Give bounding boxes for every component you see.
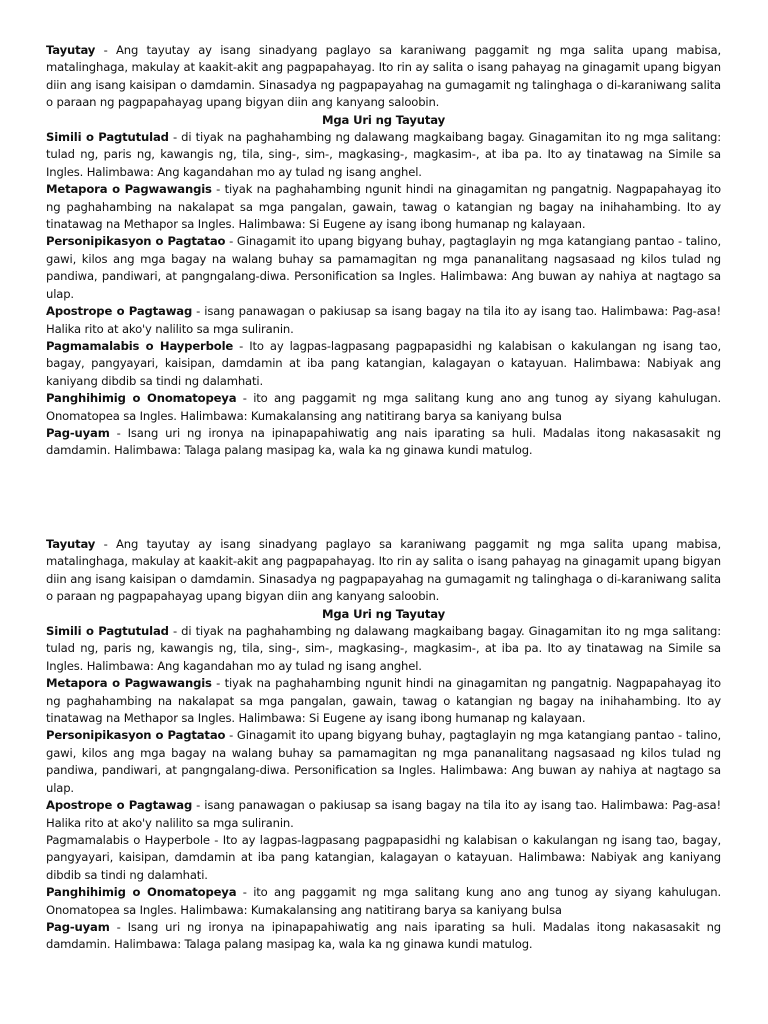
tayutay-section-2 <box>46 536 721 954</box>
entry-text: - ito ang paggamit ng mga salitang kung ano ang tunog ay siyang kahulugan. Onomatopea sa Ingles. Halimbawa: Kumakalansing ang natitirang barya sa kaniyang bulsa <box>46 391 721 423</box>
entry-term: Panghihimig o Onomatopeya <box>46 391 237 406</box>
entry-simili <box>46 129 721 181</box>
entry-term: Pagmamalabis o Hayperbole <box>46 338 234 353</box>
entry-text: - ito ang paggamit ng mga salitang kung ano ang tunog ay siyang kahulugan. Onomatopea sa Ingles. Halimbawa: Kumakalansing ang natitirang barya sa kaniyang bulsa <box>46 885 721 917</box>
entry-text: - di tiyak na paghahambing ng dalawang magkaibang bagay. Ginagamitan ito ng mga salitang: tulad ng, paris ng, kawangis ng, tila, sing-, sim-, magkasing-, magkasim-, at iba pa. Ito ay tinatawag na Simile sa Ingles. Halimbawa: Ang kagandahan mo ay tulad ng isang anghel. <box>46 624 721 673</box>
entry-text: - Ginagamit ito upang bigyang buhay, pagtaglayin ng mga katangiang pantao - talino, gawi, kilos ang mga bagay na walang buhay sa pamamagitan ng mga pananalitang nagsasaad ng kilos tulad ng pandiwa, pandiwari, at pangngalang-diwa. Personification sa Ingles. Halimbawa: Ang buwan ay nahiya at nagtago sa ulap. <box>46 234 721 301</box>
intro-paragraph <box>46 536 721 606</box>
entry-text: - tiyak na paghahambing ngunit hindi na ginagamitan ng pangatnig. Nagpapahayag ito ng paghahambing na nakalapat sa mga pangalan, gawain, tawag o katangian ng bagay na inihahambing. Ito ay tinatawag na Methapor sa Ingles. Halimbawa: Si Eugene ay isang ibong humanap ng kalayaan. <box>46 182 721 232</box>
entry-term: Apostrope o Pagtawag <box>46 304 193 319</box>
entry-text: - Isang uri ng ironya na ipinapapahiwatig ang nais iparating sa huli. Madalas itong nakasasakit ng damdamin. Halimbawa: Talaga palang masipag ka, wala ka ng ginawa kundi matulog. <box>46 919 721 952</box>
entry-text: Pagmamalabis o Hayperbole - Ito ay lagpas-lagpasang pagpapasidhi ng kalabisan o kakulangan ng isang tao, bagay, pangyayari, kaisipan, damdamin at iba pang katangian, kalagayan o katayuan. Halimbawa: Nabiyak ang kaniyang dibdib sa tindi ng dalamhati. <box>46 832 721 882</box>
tayutay-section-1 <box>46 42 721 460</box>
entry-text: - tiyak na paghahambing ngunit hindi na ginagamitan ng pangatnig. Nagpapahayag ito ng paghahambing na nakalapat sa mga pangalan, gawain, tawag o katangian ng bagay na inihahambing. Ito ay tinatawag na Methapor sa Ingles. Halimbawa: Si Eugene ay isang ibong humanap ng kalayaan. <box>46 676 721 726</box>
entry-onomatopeya <box>46 390 721 425</box>
entry-pag-uyam <box>46 919 721 954</box>
entry-personipikasyon <box>46 727 721 797</box>
entry-term: Metapora o Pagwawangis <box>46 676 212 691</box>
entry-term: Simili o Pagtutulad <box>46 624 169 639</box>
entry-metapora <box>46 675 721 727</box>
section-heading: Mga Uri ng Tayutay <box>322 606 445 621</box>
entry-text: - isang panawagan o pakiusap sa isang bagay na tila ito ay isang tao. Halimbawa: Pag-asa! Halika rito at ako'y nalilito sa mga suliranin. <box>46 798 721 830</box>
entry-hayperbole <box>46 338 721 390</box>
entry-term: Pag-uyam <box>46 425 110 440</box>
section-heading: Mga Uri ng Tayutay <box>322 112 445 127</box>
entry-simili <box>46 623 721 675</box>
intro-paragraph <box>46 42 721 112</box>
entry-term: Metapora o Pagwawangis <box>46 182 212 197</box>
entry-term: Panghihimig o Onomatopeya <box>46 885 237 900</box>
entry-term: Personipikasyon o Pagtatao <box>46 728 226 743</box>
entry-text: - di tiyak na paghahambing ng dalawang magkaibang bagay. Ginagamitan ito ng mga salitang: tulad ng, paris ng, kawangis ng, tila, sing-, sim-, magkasing-, magkasim-, at iba pa. Ito ay tinatawag na Simile sa Ingles. Halimbawa: Ang kagandahan mo ay tulad ng isang anghel. <box>46 130 721 179</box>
intro-text: - Ang tayutay ay isang sinadyang paglayo sa karaniwang paggamit ng mga salita upang mabisa, matalinghaga, makulay at kaakit-akit ang pagpapahayag. Ito rin ay salita o isang pahayag na ginagamit upang bigyan diin ang isang kaisipan o damdamin. Sinasadya ng pagpapayahag na gumagamit ng talinghaga o di-karaniwang salita o paraan ng pagpapahayag upang bigyan diin ang kanyang saloobin. <box>46 43 721 110</box>
entry-text: - Isang uri ng ironya na ipinapapahiwatig ang nais iparating sa huli. Madalas itong nakasasakit ng damdamin. Halimbawa: Talaga palang masipag ka, wala ka ng ginawa kundi matulog. <box>46 425 721 458</box>
entry-text: - Ginagamit ito upang bigyang buhay, pagtaglayin ng mga katangiang pantao - talino, gawi, kilos ang mga bagay na walang buhay sa pamamagitan ng mga pananalitang nagsasaad ng kilos tulad ng pandiwa, pandiwari, at pangngalang-diwa. Personification sa Ingles. Halimbawa: Ang buwan ay nahiya at nagtago sa ulap. <box>46 728 721 795</box>
entry-hayperbole <box>46 832 721 884</box>
intro-term: Tayutay <box>46 537 96 551</box>
entry-term: Simili o Pagtutulad <box>46 130 169 145</box>
intro-term: Tayutay <box>46 43 96 57</box>
entry-onomatopeya <box>46 884 721 919</box>
entry-apostrope <box>46 797 721 832</box>
entry-text: - Ito ay lagpas-lagpasang pagpapasidhi ng kalabisan o kakulangan ng isang tao, bagay, pangyayari, kaisipan, damdamin at iba pang katangian, kalagayan o katayuan. Halimbawa: Nabiyak ang kaniyang dibdib sa tindi ng dalamhati. <box>46 338 721 388</box>
entry-pag-uyam <box>46 425 721 460</box>
entry-text: - isang panawagan o pakiusap sa isang bagay na tila ito ay isang tao. Halimbawa: Pag-asa! Halika rito at ako'y nalilito sa mga suliranin. <box>46 304 721 336</box>
entry-term: Pag-uyam <box>46 919 110 934</box>
entry-metapora <box>46 181 721 233</box>
entry-term: Apostrope o Pagtawag <box>46 798 193 813</box>
entry-apostrope <box>46 303 721 338</box>
entry-term: Personipikasyon o Pagtatao <box>46 234 226 249</box>
intro-text: - Ang tayutay ay isang sinadyang paglayo sa karaniwang paggamit ng mga salita upang mabisa, matalinghaga, makulay at kaakit-akit ang pagpapahayag. Ito rin ay salita o isang pahayag na ginagamit upang bigyan diin ang isang kaisipan o damdamin. Sinasadya ng pagpapayahag na gumagamit ng talinghaga o di-karaniwang salita o paraan ng pagpapahayag upang bigyan diin ang kanyang saloobin. <box>46 537 721 604</box>
entry-personipikasyon <box>46 233 721 303</box>
